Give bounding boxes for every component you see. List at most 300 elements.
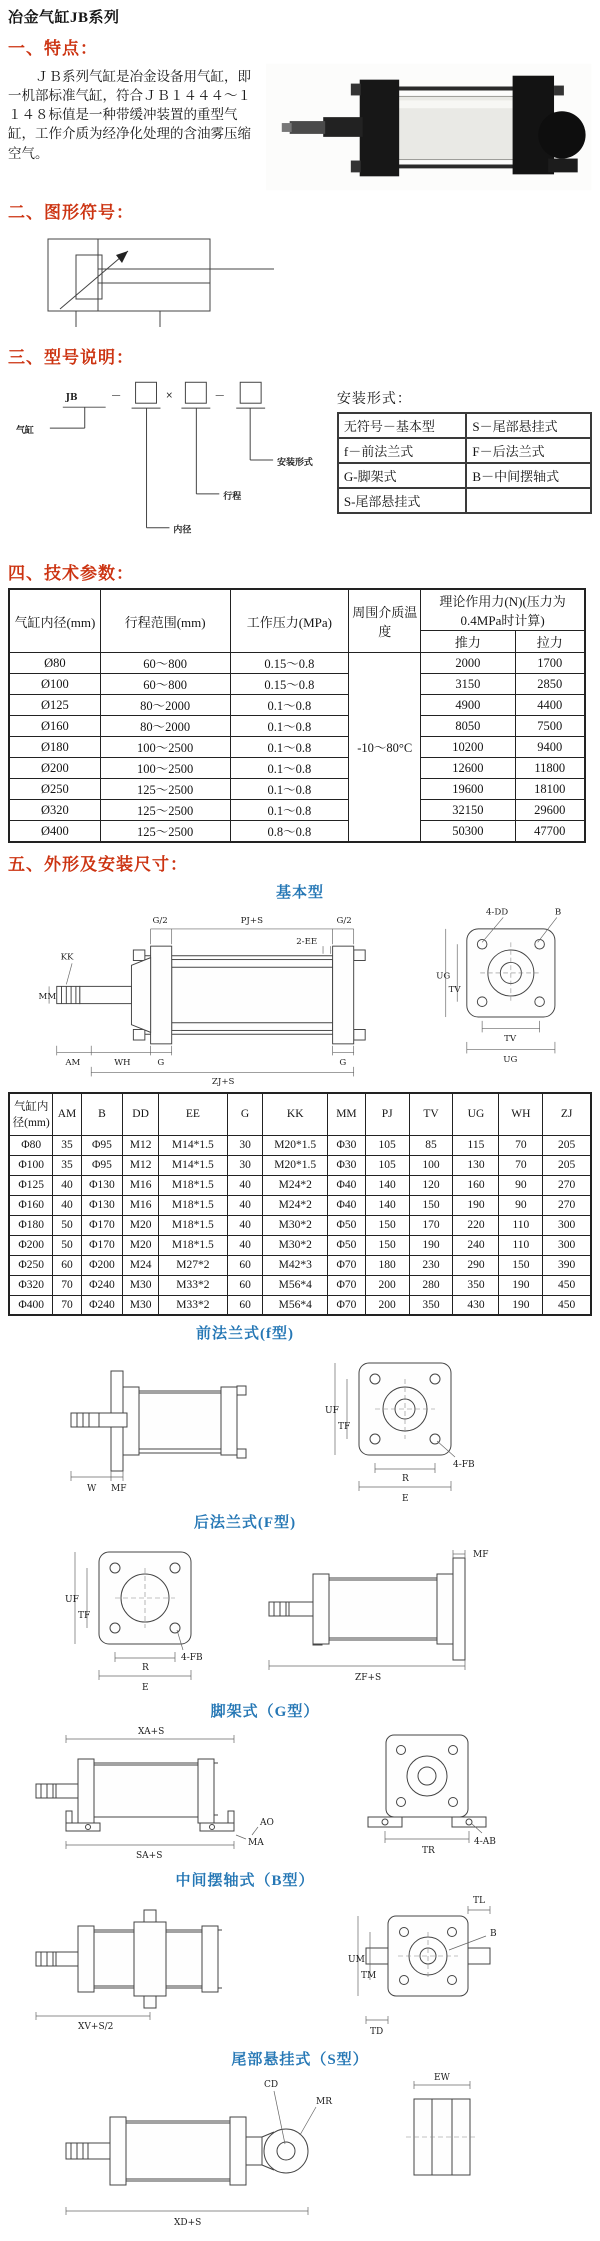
B-side-dims [36,2012,150,2020]
dim-cell: 130 [453,1155,499,1175]
dim-col: ZJ [543,1093,591,1135]
dim-cell: M56*4 [263,1295,328,1315]
section-heading-features: 一、特点： [8,39,98,58]
features-paragraph: ＪＢ系列气缸是冶金设备用气缸，即一机部标准气缸，符合ＪＢ１４４４～１１４８标值是一种带缓冲装置的重型气缸，工作介质为经净化处理的含油雾压缩空气。 [8,69,251,161]
model-times: × [165,391,173,402]
mount-cell: f－前法兰式 [338,438,467,463]
tech-row [9,737,585,758]
dim-col: PJ [365,1093,409,1135]
dim-cell: 205 [543,1135,591,1155]
dim-label-zjs: ZJ+S [211,1077,235,1086]
page-title: 冶金气缸JB系列 [8,10,120,26]
dim-cell: M12 [123,1135,159,1155]
dim-label-uf: UF [65,1595,79,1605]
dim-label-ma: MA [248,1838,264,1848]
cell-pressure: 0.1～0.8 [230,737,349,758]
col-bore: 气缸内径(mm) [9,589,100,653]
mount-cell: 无符号－基本型 [338,413,467,438]
mount-row [338,463,591,488]
dim-cell: 220 [453,1215,499,1235]
mount-cell: S－尾部悬挂式 [466,413,591,438]
dim-cell: Φ50 [328,1215,366,1235]
drawing-rear-flange-side [253,1534,503,1684]
dim-cell: 300 [543,1235,591,1255]
dim-cell: Φ30 [328,1135,366,1155]
dim-cell: Φ70 [328,1255,366,1275]
dim-cell: Φ180 [9,1215,53,1235]
dim-cell: 40 [227,1195,263,1215]
dim-label-tf: TF [78,1611,91,1621]
f-side-body [71,1371,246,1471]
drawing-front-flange-end [323,1345,483,1505]
dim-col: G [227,1093,263,1135]
dim-label-xas: XA+S [138,1727,165,1737]
cell-pressure: 0.1～0.8 [230,779,349,800]
dim-cell: Φ40 [328,1175,366,1195]
dim-cell: 150 [409,1195,453,1215]
drawing-rear-flange-end [63,1534,223,1694]
dim-label-am: AM [65,1057,81,1068]
drawing-row-basic [8,904,592,1086]
dim-cell: 270 [543,1195,591,1215]
dim-cell: M20*1.5 [263,1155,328,1175]
dim-cell: 30 [227,1155,263,1175]
tech-row [9,695,585,716]
dim-cell: 100 [409,1155,453,1175]
dim-cell: 115 [453,1135,499,1155]
drawing-basic-end [432,904,584,1086]
tech-header-row [9,589,585,631]
dim-label-um: UM [348,1955,365,1965]
dim-cell: 160 [453,1175,499,1195]
dim-row [9,1135,591,1155]
dim-label-ug-bottom: UG [503,1055,518,1066]
dim-cell: Φ30 [328,1155,366,1175]
cell-bore: Ø160 [9,716,100,737]
dim-row [9,1215,591,1235]
tech-row [9,779,585,800]
cell-pull: 47700 [515,821,585,843]
dim-label-ug-left: UG [436,971,451,982]
tech-row [9,716,585,737]
dim-label-b: B [490,1929,497,1939]
dim-cell: 70 [53,1295,81,1315]
mounting-table [337,412,592,514]
dim-col: WH [499,1093,543,1135]
drawing-basic-side [16,904,404,1086]
subheading-rear-flange: 后法兰式(F型) [193,1515,297,1531]
dim-cell: 140 [365,1195,409,1215]
dim-cell: 230 [409,1255,453,1275]
dim-cell: Φ70 [328,1295,366,1315]
cell-stroke: 125～2500 [100,779,230,800]
dim-cell: Φ40 [328,1195,366,1215]
dim-label-b: B [554,907,562,918]
drawing-front-flange-side [53,1345,263,1495]
dim-cell: 90 [499,1175,543,1195]
model-tree-lines [50,407,273,528]
dim-cell: 170 [409,1215,453,1235]
dim-cell: 240 [453,1235,499,1255]
dim-cell: 70 [499,1135,543,1155]
drawing-foot-mount-side [22,1723,292,1863]
dim-cell: M30 [123,1295,159,1315]
cell-pull: 9400 [515,737,585,758]
dim-cell: Φ250 [9,1255,53,1275]
dim-label-tf: TF [338,1422,351,1432]
dim-cell: 450 [543,1275,591,1295]
cell-stroke: 80～2000 [100,716,230,737]
dim-cell: M24*2 [263,1195,328,1215]
dim-cell: 430 [453,1295,499,1315]
dim-cell: 60 [227,1295,263,1315]
subheading-foot-mount: 脚架式（G型） [210,1704,320,1720]
cell-pull: 11800 [515,758,585,779]
dim-cell: 190 [499,1275,543,1295]
label-stroke: 行程 [223,491,242,502]
dim-cell: 40 [227,1215,263,1235]
dim-label-pjs: PJ+S [240,916,264,927]
dim-cell: M18*1.5 [158,1215,227,1235]
dim-cell: 50 [53,1215,81,1235]
dim-cell: M27*2 [158,1255,227,1275]
drawing-rear-clevis-side [48,2071,348,2231]
dim-cell: 70 [499,1155,543,1175]
cell-bore: Ø250 [9,779,100,800]
dim-cell: M16 [123,1195,159,1215]
dim-cell: 60 [53,1255,81,1275]
dim-cell: M14*1.5 [158,1135,227,1155]
dim-label-ao: AO [260,1818,274,1828]
cell-pressure: 0.1～0.8 [230,758,349,779]
dim-cell: 200 [365,1295,409,1315]
dim-cell: M12 [123,1155,159,1175]
dim-cell: M18*1.5 [158,1175,227,1195]
dim-cell: Φ100 [9,1155,53,1175]
dim-label-4ab: 4-AB [474,1837,496,1847]
section-heading-tech-params: 四、技术参数： [8,564,134,583]
dim-cell: 35 [53,1155,81,1175]
mount-cell: B－中间摆轴式 [466,463,591,488]
dim-cell: Φ130 [81,1175,123,1195]
cell-stroke: 80～2000 [100,695,230,716]
cell-stroke: 60～800 [100,674,230,695]
basic-cylinder-body [57,946,365,1044]
cell-push: 10200 [421,737,515,758]
dim-cell: 290 [453,1255,499,1275]
cell-bore: Ø400 [9,821,100,843]
drawing-row-rear-clevis [8,2071,592,2231]
dim-label-e: E [142,1683,149,1693]
cell-push: 2000 [421,653,515,674]
mount-cell: G-脚架式 [338,463,467,488]
cell-push: 32150 [421,800,515,821]
dim-cell: 70 [53,1275,81,1295]
dim-cell: M18*1.5 [158,1235,227,1255]
mount-row [338,488,591,513]
dim-cell: 40 [53,1175,81,1195]
cylinder-symbol [48,239,274,327]
section-heading-dimensions: 五、外形及安装尺寸： [8,855,188,874]
dim-cell: M16 [123,1175,159,1195]
dim-cell: M18*1.5 [158,1195,227,1215]
dim-label-zfs: ZF+S [355,1673,382,1683]
subheading-rear-clevis: 尾部悬挂式（S型） [231,2052,369,2068]
cell-bore: Ø80 [9,653,100,674]
model-dash2: — [215,391,225,402]
dim-row [9,1175,591,1195]
drawing-row-front-flange [8,1345,592,1505]
mount-row [338,413,591,438]
dim-cell: Φ170 [81,1235,123,1255]
dimension-table [8,1092,592,1316]
model-prefix: JB [65,393,78,404]
cell-bore: Ø125 [9,695,100,716]
drawing-row-foot-mount [8,1723,592,1863]
tech-params-table [8,588,586,843]
dim-cell: Φ200 [9,1235,53,1255]
pneumatic-symbol-diagram [38,231,338,331]
dim-label-4fb: 4-FB [453,1460,475,1470]
dim-col: TV [409,1093,453,1135]
cell-pressure: 0.1～0.8 [230,695,349,716]
cell-pressure: 0.15～0.8 [230,653,349,674]
dim-cell: 300 [543,1215,591,1235]
label-cylinder: 气缸 [15,426,34,437]
dim-cell: Φ240 [81,1295,123,1315]
mount-row [338,438,591,463]
dim-label-mr: MR [316,2097,332,2107]
dim-label-e: E [402,1494,409,1504]
dim-col: DD [123,1093,159,1135]
col-pressure: 工作压力(MPa) [230,589,349,653]
dim-cell: Φ240 [81,1275,123,1295]
dim-cell: M33*2 [158,1295,227,1315]
dim-label-4dd: 4-DD [485,907,509,918]
dim-label-g2-right: G/2 [336,916,352,927]
drawing-trunnion-end [348,1892,508,2042]
G-end-flange [368,1735,486,1827]
dim-cell: Φ95 [81,1135,123,1155]
subheading-trunnion: 中间摆轴式（B型） [175,1873,315,1889]
mount-cell [466,488,591,513]
cell-pull: 1700 [515,653,585,674]
dim-cell: M30*2 [263,1235,328,1255]
dim-cell: 120 [409,1175,453,1195]
dim-row [9,1195,591,1215]
dim-cell: 85 [409,1135,453,1155]
dim-cell: 110 [499,1215,543,1235]
cell-bore: Ø320 [9,800,100,821]
dim-cell: Φ160 [9,1195,53,1215]
dim-label-kk: KK [60,952,74,963]
dim-label-mf: MF [111,1484,127,1494]
dim-cell: Φ130 [81,1195,123,1215]
dim-label-mf: MF [473,1550,489,1560]
drawing-row-trunnion [8,1892,592,2042]
dim-label-sas: SA+S [136,1851,163,1861]
cell-push: 12600 [421,758,515,779]
mounting-types-block [337,388,592,552]
dim-cell: 150 [365,1235,409,1255]
cell-push: 3150 [421,674,515,695]
dim-cell: Φ125 [9,1175,53,1195]
dim-cell: M24 [123,1255,159,1275]
dim-cell: 60 [227,1275,263,1295]
dim-label-2ee: 2-EE [296,937,318,948]
dim-col: KK [263,1093,328,1135]
dim-cell: 205 [543,1155,591,1175]
subheading-front-flange: 前法兰式(f型) [196,1326,294,1342]
dim-col: AM [53,1093,81,1135]
cell-stroke: 125～2500 [100,821,230,843]
dim-label-g-left: G [157,1057,165,1068]
dim-cell: Φ80 [9,1135,53,1155]
dim-label-w: W [87,1484,97,1494]
dim-label-ew: EW [434,2073,450,2083]
mount-cell: F－后法兰式 [466,438,591,463]
f-side-dims [71,1471,123,1481]
dim-cell: 110 [499,1235,543,1255]
dim-label-r: R [402,1474,409,1484]
dim-cell: 450 [543,1295,591,1315]
col-force: 理论作用力(N)(压力为0.4MPa时计算) [421,589,585,631]
dim-cell: 35 [53,1135,81,1155]
dim-cell: 180 [365,1255,409,1275]
dim-cell: M30*2 [263,1215,328,1235]
G-side-body [36,1759,234,1831]
dim-label-uf: UF [325,1406,339,1416]
basic-end-flange [467,929,555,1017]
dim-cell: 200 [365,1275,409,1295]
dim-cell: 40 [227,1175,263,1195]
dim-cell: 40 [227,1235,263,1255]
cell-pressure: 0.1～0.8 [230,800,349,821]
dim-cell: M30 [123,1275,159,1295]
mounting-title: 安装形式： [336,392,412,407]
dim-label-tv-left: TV [448,985,461,996]
dim-cell: Φ400 [9,1295,53,1315]
dim-cell: Φ200 [81,1255,123,1275]
dim-cell: 150 [499,1255,543,1275]
tech-row [9,821,585,843]
dim-label-g-right: G [339,1057,347,1068]
label-bore: 内径 [173,525,192,536]
dim-row [9,1235,591,1255]
dim-row [9,1155,591,1175]
subheading-basic: 基本型 [275,885,324,901]
cell-stroke: 125～2500 [100,800,230,821]
tech-row [9,674,585,695]
dim-cell: M42*3 [263,1255,328,1275]
col-temp: 周围介质温度 [349,589,421,653]
dim-cell: 140 [365,1175,409,1195]
drawing-rear-clevis-front [392,2071,492,2201]
features-block [8,63,592,191]
dim-label-r: R [142,1663,149,1673]
cell-bore: Ø200 [9,758,100,779]
dim-cell: 105 [365,1155,409,1175]
cell-pressure: 0.15～0.8 [230,674,349,695]
dim-col: MM [328,1093,366,1135]
dim-cell: 390 [543,1255,591,1275]
model-block [8,372,592,552]
dim-row [9,1275,591,1295]
dim-cell: Φ320 [9,1275,53,1295]
cell-pull: 7500 [515,716,585,737]
dim-label-xvs: XV+S/2 [78,2022,114,2032]
dim-row [9,1295,591,1315]
col-stroke: 行程范围(mm) [100,589,230,653]
cell-pull: 2850 [515,674,585,695]
mount-cell: S-尾部悬挂式 [338,488,467,513]
dim-cell: 30 [227,1135,263,1155]
dim-cell: Φ95 [81,1155,123,1175]
drawing-trunnion-side [22,1892,292,2032]
cell-push: 8050 [421,716,515,737]
dim-cell: 350 [409,1295,453,1315]
dim-cell: 150 [365,1215,409,1235]
dim-cell: M33*2 [158,1275,227,1295]
dim-header-row [9,1093,591,1135]
dim-row [9,1255,591,1275]
dim-cell: Φ50 [328,1235,366,1255]
cell-pull: 4400 [515,695,585,716]
dim-label-cd: CD [264,2080,279,2090]
dim-cell: 40 [53,1195,81,1215]
cell-bore: Ø100 [9,674,100,695]
dim-cell: M20 [123,1235,159,1255]
dim-cell: M24*2 [263,1175,328,1195]
cell-stroke: 100～2500 [100,737,230,758]
dim-cell: 350 [453,1275,499,1295]
dim-cell: 190 [453,1195,499,1215]
cell-temp: -10～80°C [349,653,421,843]
cell-push: 50300 [421,821,515,843]
drawing-row-rear-flange [8,1534,592,1694]
dim-cell: M56*4 [263,1275,328,1295]
dim-label-tv-bottom: TV [504,1033,517,1044]
cell-pressure: 0.8～0.8 [230,821,349,843]
B-side-body [36,1910,222,2008]
dim-cell: Φ170 [81,1215,123,1235]
product-photo [266,63,592,191]
cell-stroke: 60～800 [100,653,230,674]
dim-cell: M14*1.5 [158,1155,227,1175]
S-side-body [66,2117,308,2185]
drawing-foot-mount-end [352,1723,502,1863]
cell-stroke: 100～2500 [100,758,230,779]
dim-col: EE [158,1093,227,1135]
dim-cell: 60 [227,1255,263,1275]
F-side-body [269,1558,465,1660]
col-pull: 拉力 [515,631,585,653]
dim-label-4fb: 4-FB [181,1653,203,1663]
dim-label-tr: TR [422,1846,435,1856]
cell-bore: Ø180 [9,737,100,758]
dim-label-tm: TM [361,1971,377,1981]
cylinder-photo-illustration [266,64,592,190]
label-mount: 安装形式 [277,457,313,468]
dim-label-mm: MM [38,991,57,1002]
dim-cell: M20*1.5 [263,1135,328,1155]
cell-pressure: 0.1～0.8 [230,716,349,737]
dim-cell: 190 [409,1235,453,1255]
dim-label-wh: WH [114,1057,131,1068]
dim-label-tl: TL [473,1896,485,1906]
dim-col: B [81,1093,123,1135]
tech-row [9,800,585,821]
